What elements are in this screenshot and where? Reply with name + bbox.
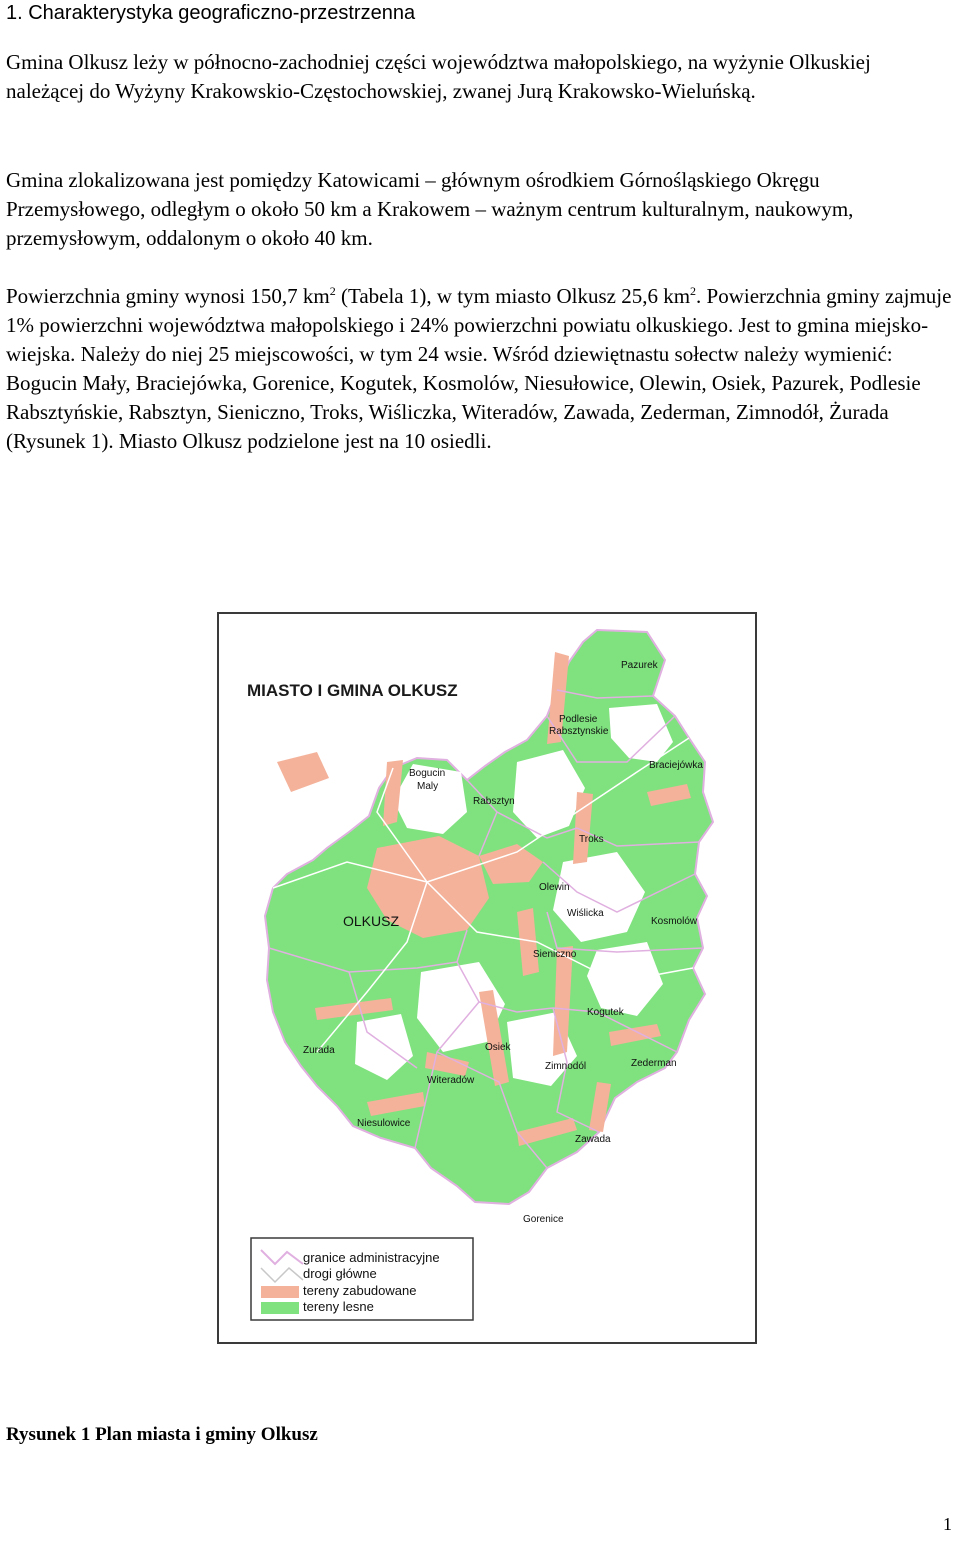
area-text-1: Powierzchnia gminy wynosi 150,7 km <box>6 284 330 308</box>
page-number: 1 <box>943 1514 952 1534</box>
label-olewin: Olewin <box>539 882 570 893</box>
superscript-1: 2 <box>329 284 336 298</box>
label-bogucin: Bogucin <box>409 768 446 779</box>
label-olkusz-town: OLKUSZ <box>343 913 400 929</box>
label-osiek: Osiek <box>485 1042 511 1053</box>
area-text-2: (Tabela 1), w tym miasto Olkusz 25,6 km <box>335 284 691 308</box>
label-sieniczno: Sieniczno <box>533 949 577 960</box>
paragraph-neighbours: Gmina zlokalizowana jest pomiędzy Katowicami – głównym ośrodkiem Górnośląskiego Okręgu Przemysłowego, odległym o około 50 km a Krakowem – ważnym centrum kulturalnym, naukowym, przemysłowym, oddalonym o około 40 km. <box>6 168 854 250</box>
legend-roads-label: drogi główne <box>303 1266 377 1281</box>
label-maly: Maly <box>417 781 439 792</box>
map-graphic <box>217 612 757 1344</box>
legend-built-up-symbol <box>261 1286 299 1298</box>
label-kosmolow: Kosmolów <box>651 916 698 927</box>
label-braciejowka: Braciejówka <box>649 760 703 771</box>
section-heading: 1. Charakterystyka geograficzno-przestrzenna <box>6 2 416 24</box>
label-zimnodol: Zimnodól <box>545 1061 587 1072</box>
figure-caption: Rysunek 1 Plan miasta i gminy Olkusz <box>6 1424 318 1445</box>
map-title: MIASTO I GMINA OLKUSZ <box>247 681 458 700</box>
legend-forest-label: tereny lesne <box>303 1299 374 1314</box>
label-troks: Troks <box>579 834 604 845</box>
superscript-2: 2 <box>690 284 697 298</box>
map-figure <box>217 612 757 1344</box>
legend-boundaries-label: granice administracyjne <box>303 1250 440 1265</box>
label-pazurek: Pazurek <box>621 660 658 671</box>
label-kogutek: Kogutek <box>587 1007 624 1018</box>
label-niesulowice: Niesulowice <box>357 1118 411 1129</box>
legend-built-up-label: tereny zabudowane <box>303 1283 417 1298</box>
legend-forest-symbol <box>261 1302 299 1314</box>
label-zederman: Zederman <box>631 1058 677 1069</box>
label-zawada: Zawada <box>575 1134 611 1145</box>
label-podlesie: Podlesie <box>559 714 598 725</box>
map-legend <box>251 1238 473 1320</box>
label-witeradow: Witeradów <box>427 1075 475 1086</box>
area-text-3: . Powierzchnia gminy zajmuje 1% powierzchni województwa małopolskiego i 24% powierzchni powiatu olkuskiego. Jest to gmina miejsko-wiejska. Należy do niej 25 miejscowości, w tym 24 wsie. Wśród dziewiętnastu sołectw należy wymienić: Bogucin Mały, Braciejówka, Gorenice, Kogutek, Kosmolów, Niesułowice, Olewin, Osiek, Pazurek, Podlesie Rabsztyńskie, Rabsztyn, Sieniczno, Troks, Wiśliczka, Witeradów, Zawada, Zederman, Zimnodół, Żurada (Rysunek 1). Miasto Olkusz podzielone jest na 10 osiedli. <box>6 284 952 453</box>
label-rabsztyn: Rabsztyn <box>473 796 515 807</box>
label-gorenice: Gorenice <box>523 1214 564 1225</box>
label-rabsztynskie: Rabsztynskie <box>549 726 609 737</box>
label-zurada: Zurada <box>303 1045 335 1056</box>
paragraph-area <box>6 282 954 456</box>
paragraph-location: Gmina Olkusz leży w północno-zachodniej części województwa małopolskiego, na wyżynie Olkuskiej należącej do Wyżyny Krakowskio-Częstochowskiej, zwanej Jurą Krakowsko-Wieluńską. <box>6 50 871 103</box>
label-wisliczka: Wiślicka <box>567 908 604 919</box>
